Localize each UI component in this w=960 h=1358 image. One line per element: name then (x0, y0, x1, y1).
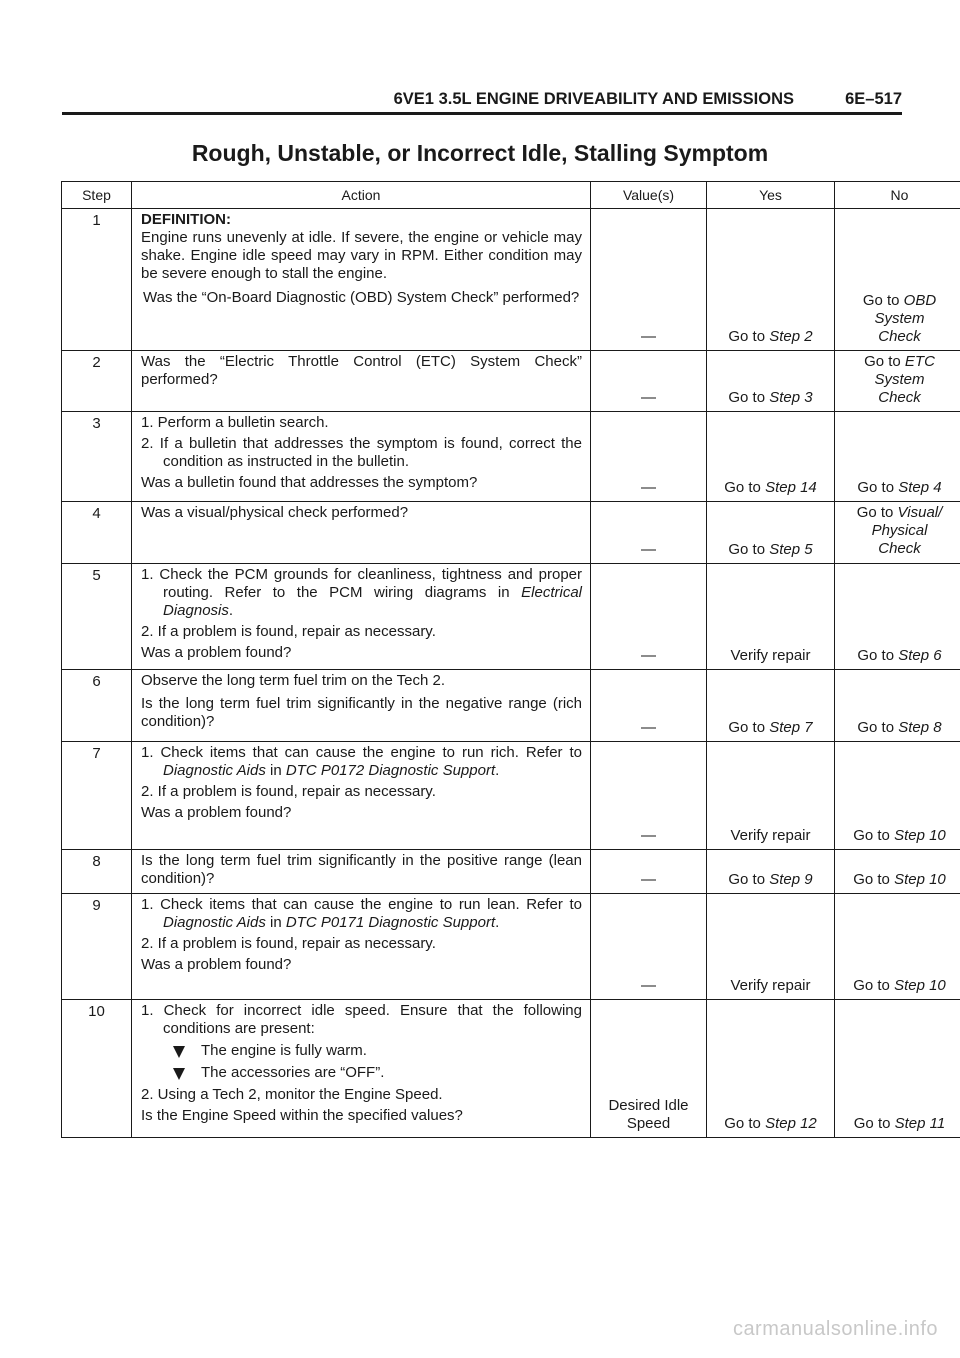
action-cell (132, 412, 591, 502)
yes-prefix: Go to (724, 1115, 766, 1132)
no-link[interactable]: System (874, 310, 925, 327)
yes-prefix: Go to (728, 719, 770, 736)
yes-cell: Verify repair (707, 564, 835, 670)
col-header-step: Step (62, 182, 132, 209)
page-header (62, 88, 902, 115)
table-row (62, 209, 960, 351)
yes-link[interactable]: Step 3 (769, 389, 813, 406)
table-row (62, 894, 960, 1000)
action-cell (132, 670, 591, 742)
table-row (62, 742, 960, 850)
yes-cell (707, 209, 835, 351)
no-link[interactable]: Check (878, 389, 921, 406)
no-link[interactable]: Check (878, 328, 921, 345)
question-span: Was the “Electric Throttle Control (ETC) System Check” performed? (141, 353, 582, 388)
yes-prefix: Go to (728, 389, 770, 406)
action-cell (132, 894, 591, 1000)
yes-cell (707, 850, 835, 894)
bullet-item (141, 1042, 582, 1060)
step-number: 1 (62, 209, 132, 351)
no-link[interactable]: Physical (871, 522, 928, 539)
action-cell (132, 351, 591, 412)
action-cell (132, 742, 591, 850)
no-prefix: Go to (853, 977, 895, 994)
instruction-item: 2. Using a Tech 2, monitor the Engine Speed. (141, 1086, 443, 1103)
no-link[interactable]: ETC (904, 353, 935, 370)
reference-link[interactable]: Diagnostic Aids (163, 762, 266, 779)
no-prefix: Go to (853, 827, 895, 844)
question-text: Is the long term fuel trim significantly in the negative range (rich condition)? (141, 695, 582, 730)
question-text: Is the Engine Speed within the specified values? (141, 1107, 463, 1124)
no-cell (835, 1000, 960, 1138)
yes-link[interactable]: Step 2 (769, 328, 813, 345)
instruction-item: 1. Perform a bulletin search. (141, 414, 329, 431)
yes-cell (707, 1000, 835, 1138)
bullet-item (141, 1064, 582, 1082)
action-cell (132, 564, 591, 670)
triangle-bullet-icon (173, 1046, 185, 1058)
no-prefix: Go to (853, 1115, 895, 1132)
table-row (62, 850, 960, 894)
yes-prefix: Go to (728, 328, 770, 345)
item-text: in (265, 914, 286, 931)
question-text (141, 353, 582, 389)
no-prefix: Go to (857, 647, 899, 664)
no-cell (835, 670, 960, 742)
triangle-bullet-icon (173, 1068, 185, 1080)
table-row (62, 670, 960, 742)
section-title: 6VE1 3.5L ENGINE DRIVEABILITY AND EMISSIONS (393, 90, 794, 108)
item-text: 1. Check the PCM grounds for cleanliness, tightness and proper routing. Refer to the PCM wiring diagrams in (141, 566, 582, 601)
step-number: 6 (62, 670, 132, 742)
no-cell (835, 502, 960, 564)
step-number: 9 (62, 894, 132, 1000)
no-cell (835, 850, 960, 894)
action-cell (132, 1000, 591, 1138)
no-prefix: Go to (857, 719, 899, 736)
yes-cell (707, 351, 835, 412)
yes-prefix: Go to (728, 541, 770, 558)
question-text: Is the long term fuel trim significantly in the positive range (lean condition)? (141, 852, 582, 887)
instruction-item (141, 896, 582, 932)
table-header-row (62, 182, 960, 209)
col-header-values: Value(s) (591, 182, 707, 209)
no-cell (835, 894, 960, 1000)
value-cell: — (591, 742, 707, 850)
item-text: . (495, 914, 500, 931)
yes-prefix: Go to (724, 479, 766, 496)
item-text: 1. Check items that can cause the engine to run rich. Refer to (141, 744, 582, 761)
table-row (62, 351, 960, 412)
step-number: 8 (62, 850, 132, 894)
action-cell (132, 502, 591, 564)
no-prefix: Go to (862, 292, 904, 309)
yes-cell (707, 502, 835, 564)
page-title: Rough, Unstable, or Incorrect Idle, Stalling Symptom (191, 140, 769, 166)
no-link[interactable]: Step 10 (894, 871, 946, 888)
instruction-item: 2. If a bulletin that addresses the symptom is found, correct the condition as instructed in the bulletin. (141, 435, 582, 470)
value-cell: — (591, 850, 707, 894)
step-number: 3 (62, 412, 132, 502)
yes-link[interactable]: Step 7 (769, 719, 813, 736)
value-cell: — (591, 209, 707, 351)
action-cell (132, 209, 591, 351)
no-link[interactable]: Step 10 (894, 827, 946, 844)
table-row (62, 502, 960, 564)
yes-cell (707, 412, 835, 502)
item-text: . (495, 762, 500, 779)
yes-prefix: Go to (728, 871, 770, 888)
item-text: 1. Check items that can cause the engine to run lean. Refer to (141, 896, 582, 913)
value-cell (591, 1000, 707, 1138)
question-text: Was a bulletin found that addresses the symptom? (141, 474, 478, 491)
item-text: . (228, 602, 234, 619)
yes-cell (707, 670, 835, 742)
instruction-item (141, 744, 582, 780)
yes-link[interactable]: Step 14 (765, 479, 817, 496)
bullet-text: The engine is fully warm. (201, 1042, 367, 1059)
value-cell: — (591, 412, 707, 502)
no-cell (835, 209, 960, 351)
action-cell (132, 850, 591, 894)
no-link[interactable]: Step 4 (898, 479, 942, 496)
value-cell: — (591, 351, 707, 412)
no-link[interactable]: Step 11 (894, 1115, 946, 1132)
step-number: 10 (62, 1000, 132, 1138)
value-line: Speed (626, 1115, 671, 1132)
col-header-no: No (835, 182, 960, 209)
table-row (62, 1000, 960, 1138)
instruction-item: 2. If a problem is found, repair as necessary. (141, 935, 436, 952)
no-link[interactable]: Step 10 (894, 977, 946, 994)
yes-link[interactable]: Step 12 (765, 1115, 817, 1132)
no-cell (835, 412, 960, 502)
instruction-item: 2. If a problem is found, repair as necessary. (141, 783, 436, 800)
no-link[interactable]: Visual/ (897, 504, 943, 521)
definition-text: Engine runs unevenly at idle. If severe, the engine or vehicle may shake. Engine idle speed may vary in RPM. Either condition may be severe enough to stall the engine. (141, 229, 582, 282)
yes-cell: Verify repair (707, 894, 835, 1000)
table-row (62, 564, 960, 670)
no-cell (835, 351, 960, 412)
no-link[interactable]: System (874, 371, 925, 388)
no-prefix: Go to (864, 353, 905, 370)
no-cell (835, 564, 960, 670)
value-cell: — (591, 564, 707, 670)
yes-link[interactable]: Step 5 (769, 541, 813, 558)
step-number: 4 (62, 502, 132, 564)
instruction-text: Observe the long term fuel trim on the Tech 2. (141, 672, 446, 689)
diagnostic-table (61, 181, 960, 1138)
question-text: Was the “On-Board Diagnostic (OBD) System Check” performed? (143, 289, 580, 306)
question-text: Was a visual/physical check performed? (141, 504, 409, 521)
instruction-item: 1. Check for incorrect idle speed. Ensure that the following conditions are present: (141, 1002, 582, 1037)
no-prefix: Go to (856, 504, 898, 521)
value-cell: — (591, 894, 707, 1000)
no-link[interactable]: OBD (903, 292, 937, 309)
no-prefix: Go to (853, 871, 895, 888)
no-cell (835, 742, 960, 850)
yes-link[interactable]: Step 9 (769, 871, 813, 888)
no-link[interactable]: Step 6 (898, 647, 942, 664)
reference-link[interactable]: DTC P0171 Diagnostic Support (285, 914, 496, 931)
table-row (62, 412, 960, 502)
no-prefix: Go to (857, 479, 899, 496)
value-cell: — (591, 502, 707, 564)
item-text: in (265, 762, 286, 779)
col-header-yes: Yes (707, 182, 835, 209)
reference-link[interactable]: DTC P0172 Diagnostic Support (285, 762, 496, 779)
step-number: 5 (62, 564, 132, 670)
instruction-item (141, 566, 582, 620)
bullet-text: The accessories are “OFF”. (201, 1064, 385, 1081)
no-link[interactable]: Step 8 (898, 719, 942, 736)
col-header-action: Action (132, 182, 591, 209)
question-text: Was a problem found? (141, 956, 292, 973)
value-line: Desired Idle (608, 1097, 689, 1114)
value-cell: — (591, 670, 707, 742)
step-number: 2 (62, 351, 132, 412)
question-text: Was a problem found? (141, 644, 292, 661)
reference-link[interactable]: Diagnostic Aids (163, 914, 266, 931)
page-number: 6E–517 (845, 90, 902, 108)
reference-link[interactable]: Electrical Diagnosis (163, 584, 582, 619)
step-number: 7 (62, 742, 132, 850)
instruction-item: 2. If a problem is found, repair as necessary. (141, 623, 436, 640)
watermark: carmanualsonline.info (732, 1318, 938, 1340)
no-link[interactable]: Check (878, 540, 921, 557)
yes-cell: Verify repair (707, 742, 835, 850)
definition-label: DEFINITION: (141, 211, 231, 228)
question-text: Was a problem found? (141, 804, 292, 821)
